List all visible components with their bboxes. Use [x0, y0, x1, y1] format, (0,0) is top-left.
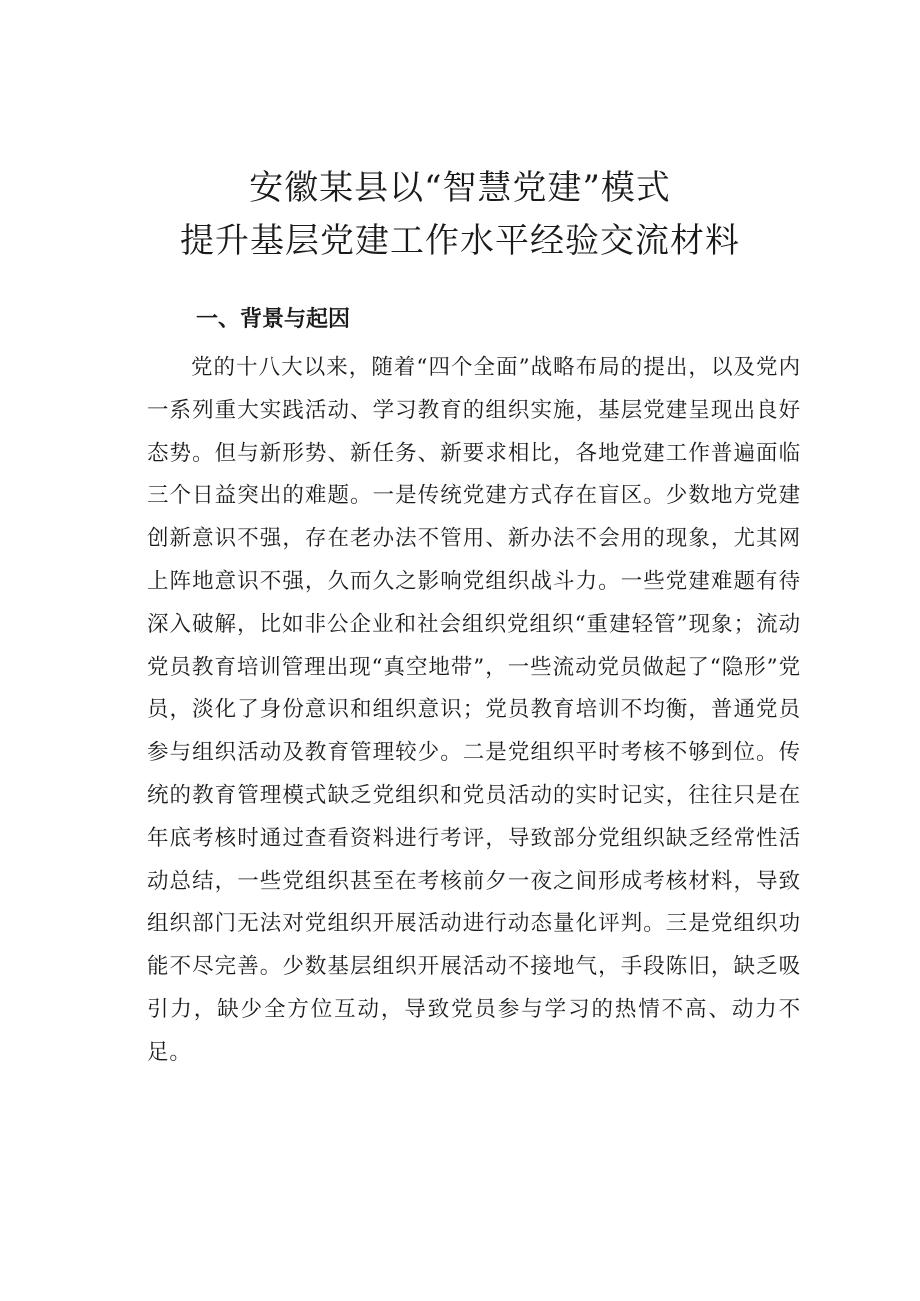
document-title-line-1: 安徽某县以“智慧党建”模式: [249, 168, 671, 208]
section-heading: 一、背景与起因: [196, 307, 351, 332]
document-title-line-2: 提升基层党建工作水平经验交流材料: [180, 221, 740, 261]
body-paragraph: 党的十八大以来，随着“四个全面”战略布局的提出，以及党内一系列重大实践活动、学习教育的组织实施，基层党建呈现出良好态势。但与新形势、新任务、新要求相比，各地党建工作普遍面临三个日益突出的难题。一是传统党建方式存在盲区。少数地方党建创新意识不强，存在老办法不管用、新办法不会用的现象，尤其网上阵地意识不强，久而久之影响党组织战斗力。一些党建难题有待深入破解，比如非公企业和社会组织党组织“重建轻管”现象；流动党员教育培训管理出现“真空地带”，一些流动党员做起了“隐形”党员，淡化了身份意识和组织意识；党员教育培训不均衡，普通党员参与组织活动及教育管理较少。二是党组织平时考核不够到位。传统的教育管理模式缺乏党组织和党员活动的实时记实，往往只是在年底考核时通过查看资料进行考评，导致部分党组织缺乏经常性活动总结，一些党组织甚至在考核前夕一夜之间形成考核材料，导致组织部门无法对党组织开展活动进行动态量化评判。三是党组织功能不尽完善。少数基层组织开展活动不接地气，手段陈旧，缺乏吸引力，缺少全方位互动，导致党员参与学习的热情不高、动力不足。: [147, 355, 801, 1065]
